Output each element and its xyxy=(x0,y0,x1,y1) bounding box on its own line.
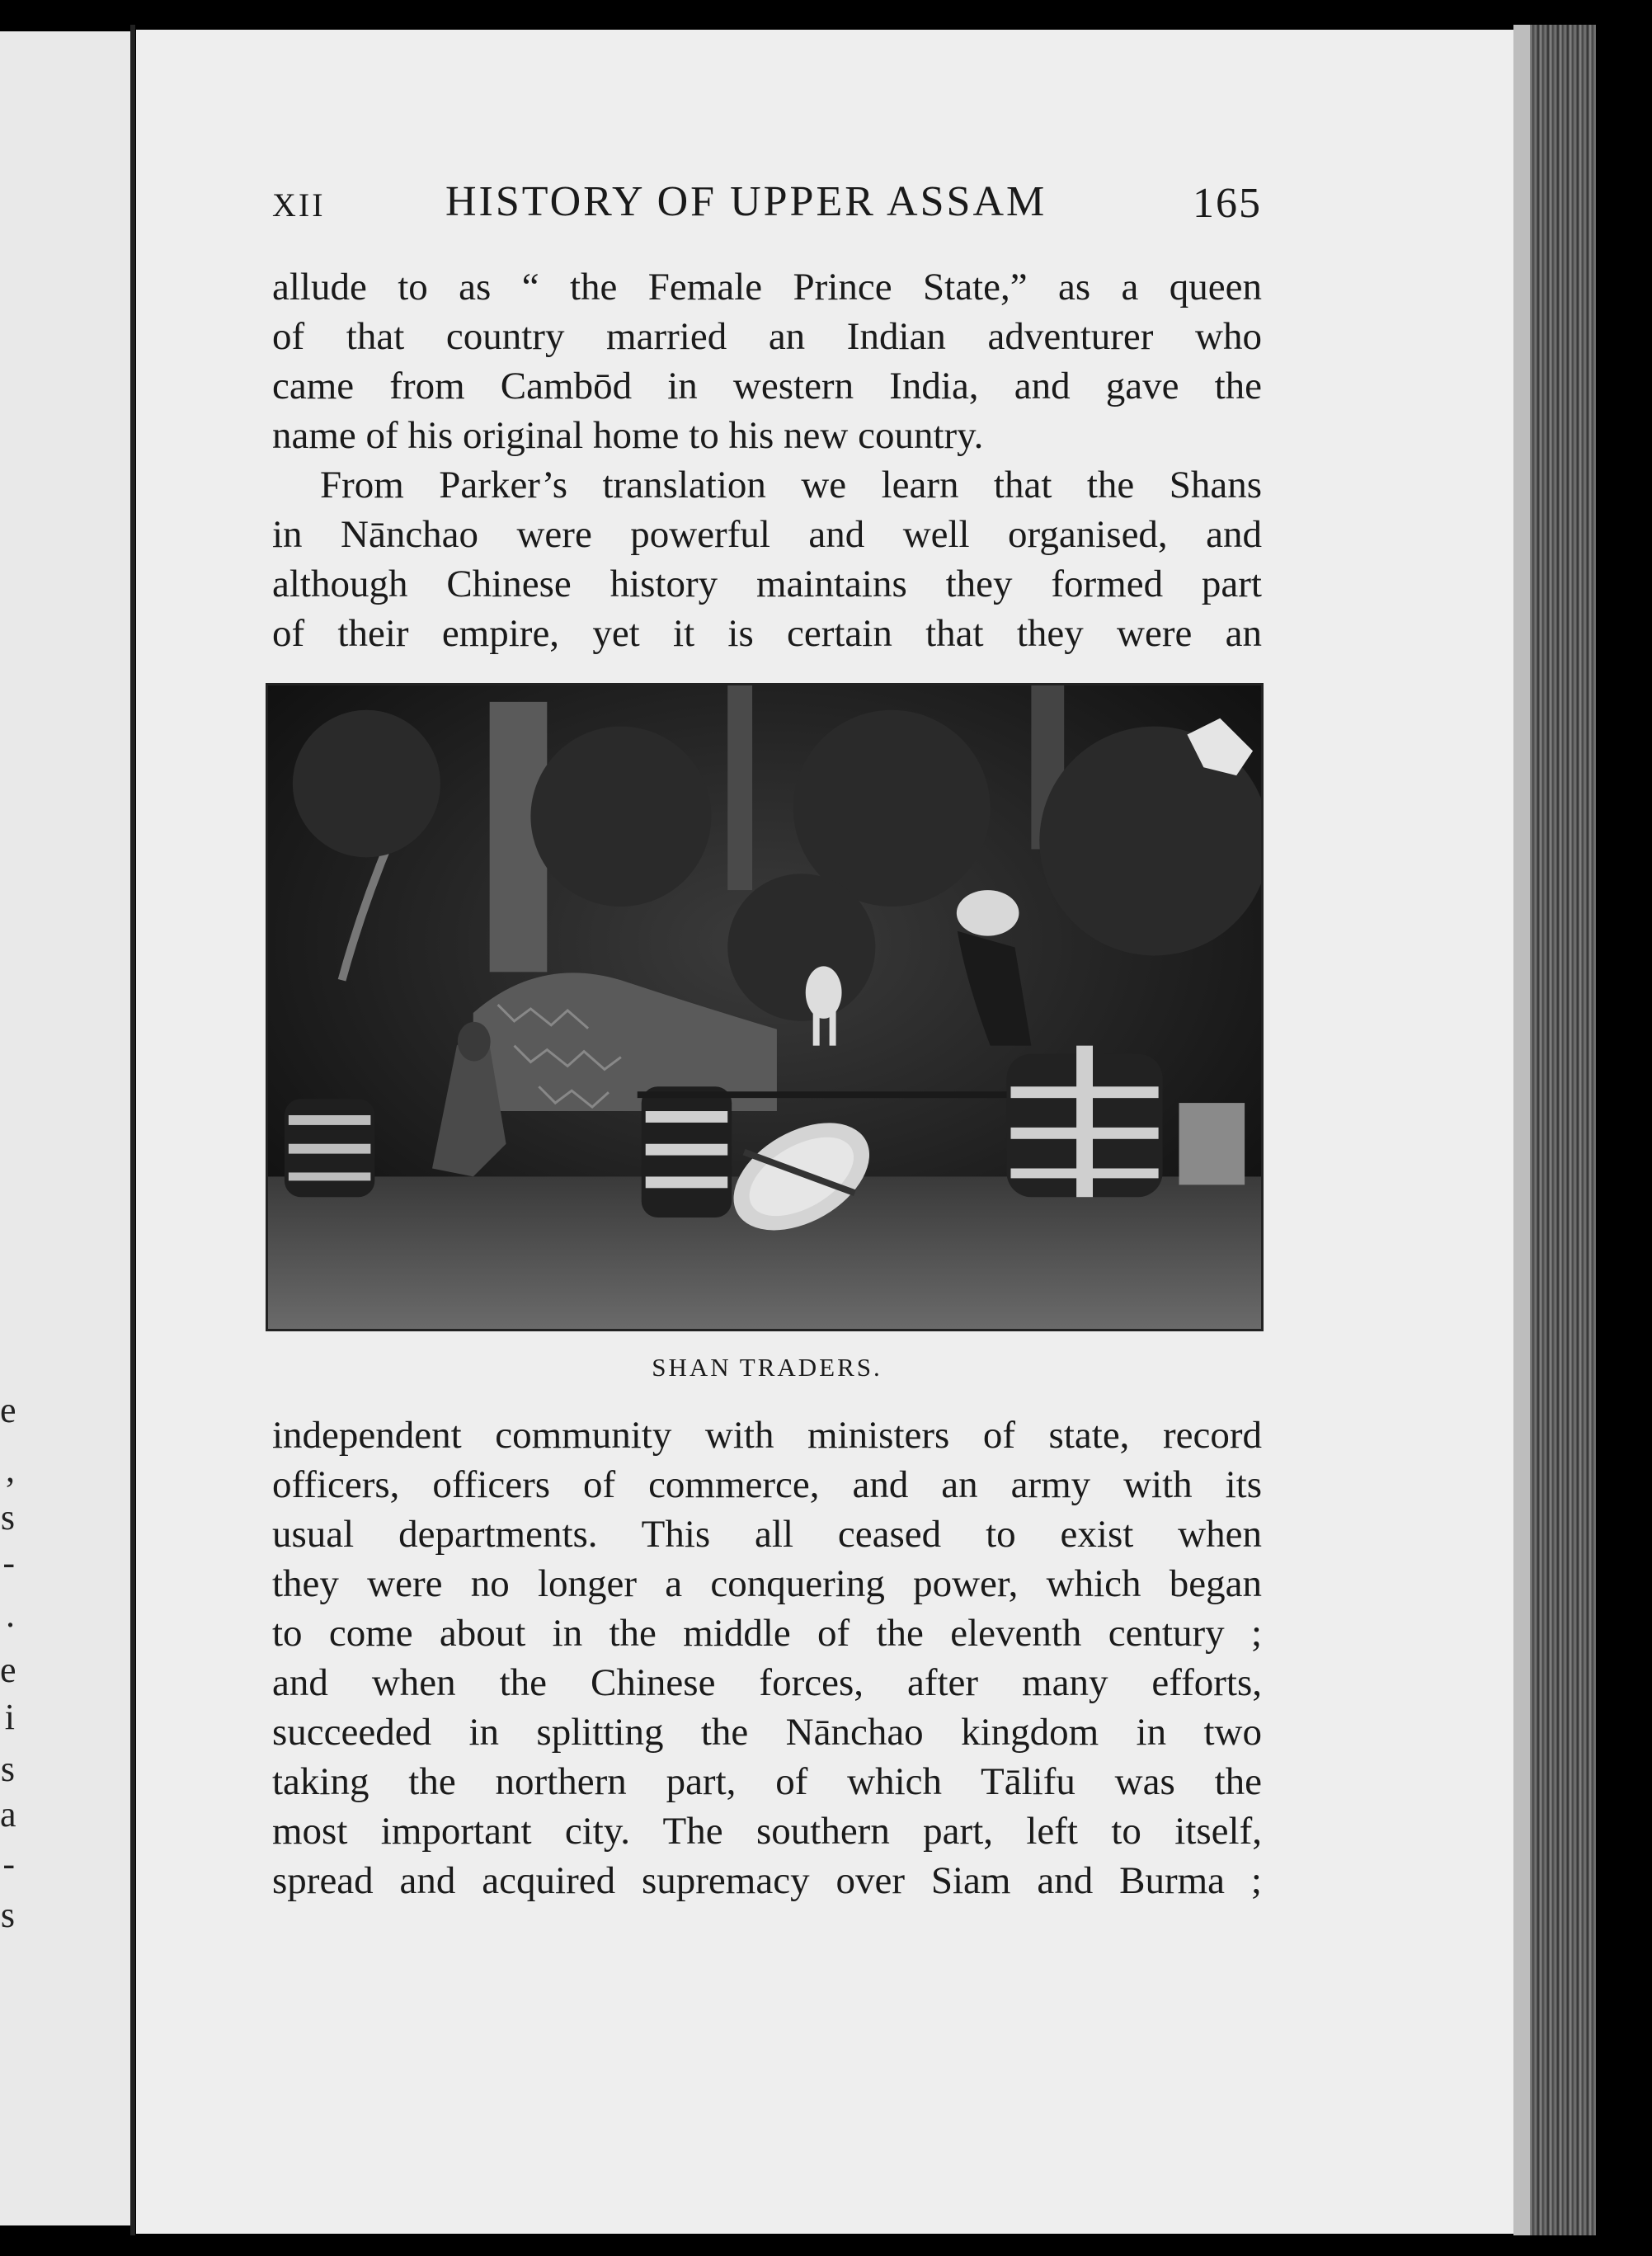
text-line: came from Cambōd in western India, and gave the xyxy=(272,365,1262,407)
page-edge-highlight xyxy=(1513,25,1530,2235)
facing-page-fragment: . xyxy=(6,1594,15,1635)
book-gutter xyxy=(130,25,135,2235)
text-line: officers, officers of commerce, and an army with its xyxy=(272,1463,1262,1506)
text-line: to come about in the middle of the eleventh century ; xyxy=(272,1612,1262,1655)
facing-page-fragment: s xyxy=(0,1497,15,1538)
text-line: of their empire, yet it is certain that they were an xyxy=(272,612,1262,655)
text-line: although Chinese history maintains they formed part xyxy=(272,563,1262,605)
text-line: taking the northern part, of which Tālifu was the xyxy=(272,1760,1262,1803)
text-line: succeeded in splitting the Nānchao kingdom in two xyxy=(272,1711,1262,1754)
facing-page-fragment: a xyxy=(0,1794,16,1834)
facing-page-fragment: i xyxy=(4,1697,15,1737)
figure-caption: SHAN TRADERS. xyxy=(652,1353,882,1382)
facing-page-fragment: - xyxy=(2,1844,15,1884)
text-line: name of his original home to his new country. xyxy=(272,414,984,457)
text-line: From Parker’s translation we learn that the Shans xyxy=(320,464,1262,506)
running-head xyxy=(272,177,1262,235)
chapter-number: XII xyxy=(272,186,326,224)
page-number: 165 xyxy=(1193,180,1262,227)
facing-page-fragment: - xyxy=(2,1542,15,1583)
text-line: usual departments. This all ceased to exist when xyxy=(272,1513,1262,1556)
photograph-shan-traders xyxy=(266,683,1264,1331)
text-line: independent community with ministers of state, record xyxy=(272,1414,1262,1457)
halftone-photo xyxy=(268,685,1261,1329)
text-line: in Nānchao were powerful and well organised, and xyxy=(272,513,1262,556)
text-line: allude to as “ the Female Prince State,” as a queen xyxy=(272,266,1262,308)
text-line: of that country married an Indian adventurer who xyxy=(272,315,1262,358)
facing-page-fragment: e xyxy=(0,1390,16,1430)
facing-page-fragment: s xyxy=(0,1749,15,1789)
text-line: and when the Chinese forces, after many efforts, xyxy=(272,1661,1262,1704)
facing-page-edge xyxy=(0,31,132,2225)
running-title: HISTORY OF UPPER ASSAM xyxy=(445,178,1047,225)
text-line: they were no longer a conquering power, which began xyxy=(272,1562,1262,1605)
facing-page-fragment: e xyxy=(0,1650,16,1690)
text-line: most important city. The southern part, left to itself, xyxy=(272,1810,1262,1853)
facing-page-fragment: s xyxy=(0,1895,15,1935)
text-line: spread and acquired supremacy over Siam and Burma ; xyxy=(272,1859,1262,1902)
facing-page-fragment: , xyxy=(6,1449,15,1490)
